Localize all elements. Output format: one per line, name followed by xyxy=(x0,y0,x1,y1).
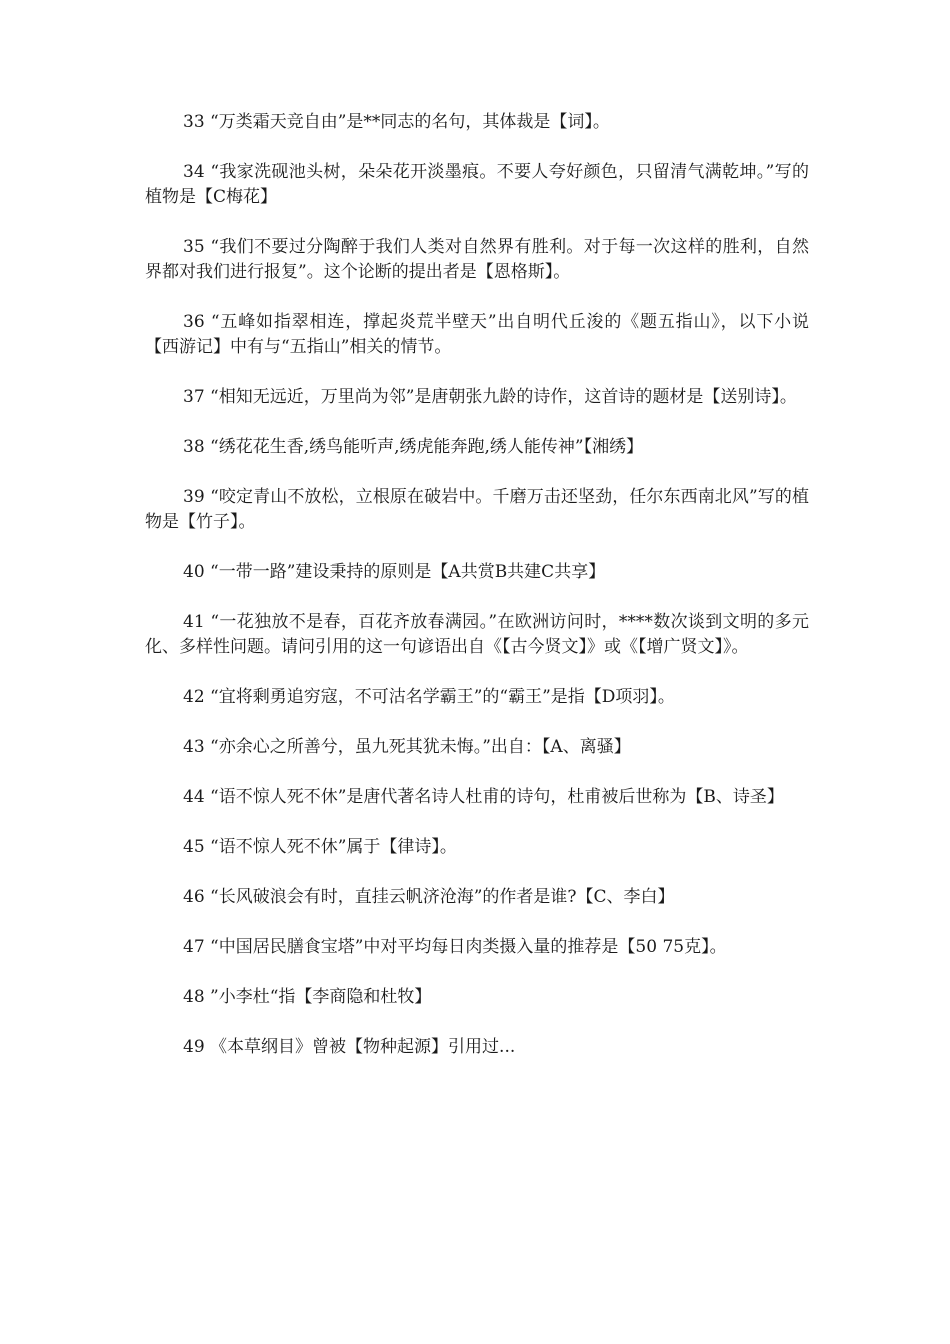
question-36: 36 “五峰如指翠相连，撑起炎荒半壁天”出自明代丘浚的《题五指山》，以下小说【西游记】中有与“五指山”相关的情节。 xyxy=(145,312,809,357)
question-43: 43 “亦余心之所善兮，虽九死其犹未悔。”出自：【A、离骚】 xyxy=(183,737,631,757)
question-47: 47 “中国居民膳食宝塔”中对平均每日肉类摄入量的推荐是【50 75克】。 xyxy=(183,937,727,957)
question-41: 41 “一花独放不是春，百花齐放春满园。”在欧洲访问时，****数次谈到文明的多元化、多样性问题。请问引用的这一句谚语出自《【古今贤文】》或《【增广贤文】》。 xyxy=(145,612,809,657)
question-33: 33 “万类霜天竞自由”是**同志的名句，其体裁是【词】。 xyxy=(183,112,610,132)
question-48: 48 ”小李杜“指【李商隐和杜牧】 xyxy=(183,987,432,1007)
question-37: 37 “相知无远近，万里尚为邻”是唐朝张九龄的诗作，这首诗的题材是【送别诗】。 xyxy=(183,387,797,407)
question-46: 46 “长风破浪会有时，直挂云帆济沧海”的作者是谁?【C、李白】 xyxy=(183,887,675,907)
question-38: 38 “绣花花生香,绣鸟能听声,绣虎能奔跑,绣人能传神”【湘绣】 xyxy=(183,437,644,457)
question-44: 44 “语不惊人死不休”是唐代著名诗人杜甫的诗句，杜甫被后世称为【B、诗圣】 xyxy=(183,787,784,807)
question-39: 39 “咬定青山不放松，立根原在破岩中。千磨万击还坚劲，任尔东西南北风”写的植物是【竹子】。 xyxy=(145,487,809,532)
question-35: 35 “我们不要过分陶醉于我们人类对自然界有胜利。对于每一次这样的胜利，自然界都对我们进行报复”。这个论断的提出者是【恩格斯】。 xyxy=(145,237,809,282)
question-34: 34 “我家洗砚池头树，朵朵花开淡墨痕。不要人夸好颜色，只留清气满乾坤。”写的植物是【C梅花】 xyxy=(145,162,809,207)
question-42: 42 “宜将剩勇追穷寇，不可沽名学霸王”的“霸王”是指【D项羽】。 xyxy=(183,687,675,707)
question-49: 49 《本草纲目》曾被【物种起源】引用过... xyxy=(183,1037,516,1057)
question-40: 40 “一带一路”建设秉持的原则是【A共赏B共建C共享】 xyxy=(183,562,606,582)
question-45: 45 “语不惊人死不休”属于【律诗】。 xyxy=(183,837,457,857)
document-page xyxy=(145,110,809,1085)
